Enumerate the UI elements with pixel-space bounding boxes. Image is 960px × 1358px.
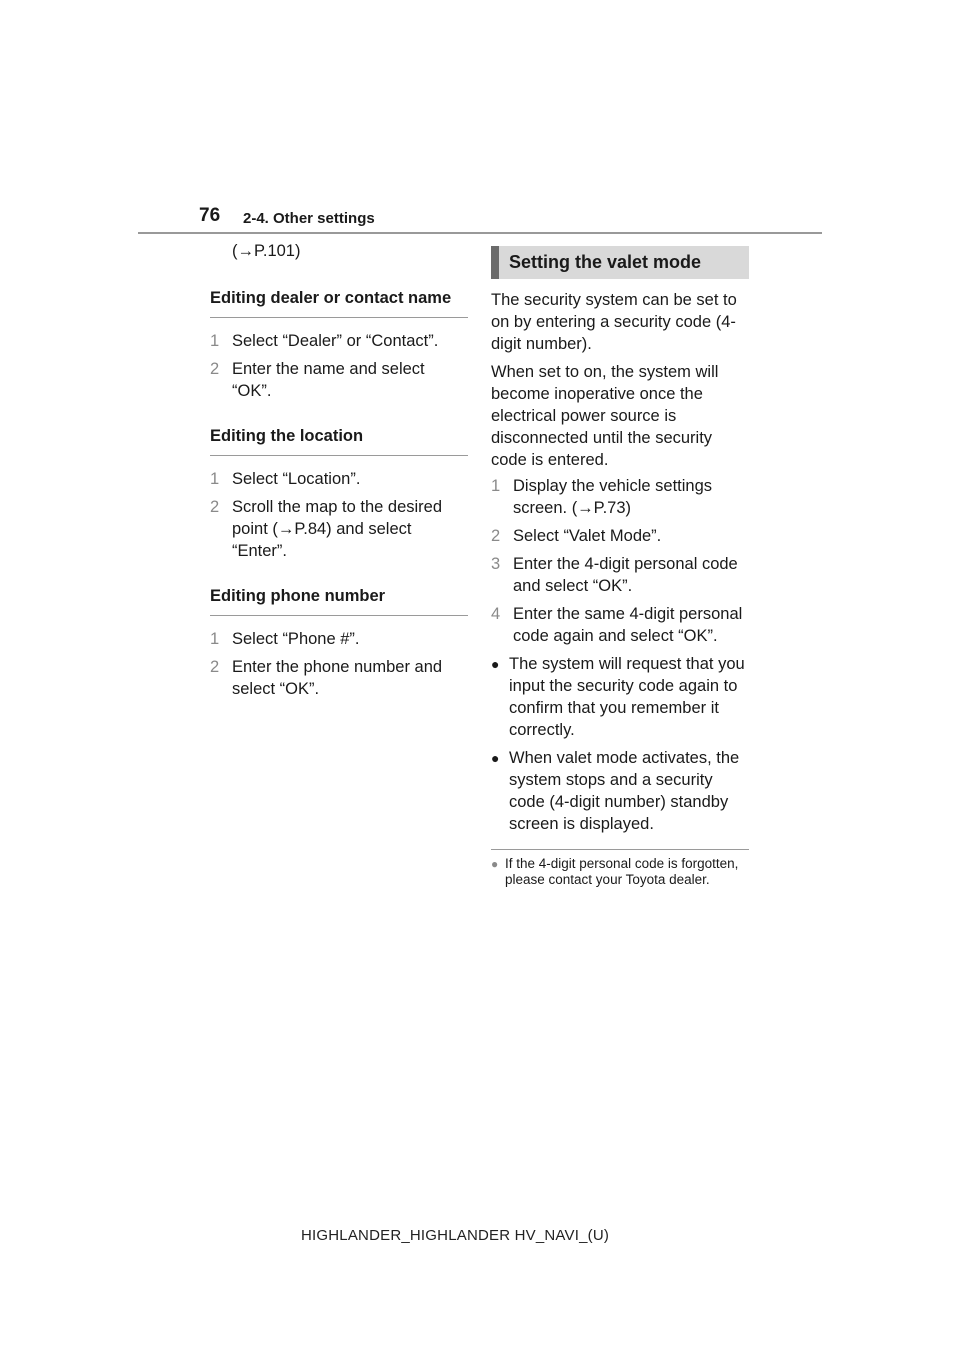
- valet-intro-paragraph: The security system can be set to on by entering a security code (4-digit number).: [491, 291, 737, 353]
- step-item: [210, 656, 468, 700]
- bullet-item: [491, 747, 749, 835]
- bullet-text: When valet mode activates, the system stops and a security code (4-digit number) standby screen is displayed.: [509, 749, 740, 833]
- step-text: Enter the name and select “OK”.: [232, 360, 425, 400]
- bullet-dot-icon: ●: [491, 656, 500, 672]
- heading-valet-mode: Setting the valet mode: [491, 246, 749, 279]
- step-item: [210, 330, 468, 352]
- bullet-text: The system will request that you input the security code again to confirm that you remember it correctly.: [509, 655, 745, 739]
- step-number: 1: [491, 477, 501, 495]
- footer-model-code: HIGHLANDER_HIGHLANDER HV_NAVI_(U): [301, 1227, 610, 1244]
- top-page-reference: (→P.101): [232, 242, 301, 260]
- right-column: [491, 246, 749, 888]
- step-text: Enter the 4-digit personal code and select “OK”.: [513, 555, 738, 595]
- bullet-item: [491, 653, 749, 741]
- step-text: Select “Phone #”.: [232, 630, 360, 648]
- note-text: If the 4-digit personal code is forgotten, please contact your Toyota dealer.: [505, 856, 739, 887]
- step-number: 1: [210, 470, 220, 488]
- note-item: [491, 856, 749, 888]
- step-text: Scroll the map to the desired point (→P.84) and select “Enter”.: [232, 498, 443, 560]
- step-text: Select “Valet Mode”.: [513, 527, 662, 545]
- step-number: 3: [491, 555, 501, 573]
- step-text: Select “Dealer” or “Contact”.: [232, 332, 439, 350]
- step-text: Enter the same 4-digit personal code again and select “OK”.: [513, 605, 743, 645]
- step-item: [491, 553, 749, 597]
- step-text: Select “Location”.: [232, 470, 361, 488]
- step-item: [210, 628, 468, 650]
- header-rule: [138, 232, 822, 234]
- step-number: 2: [491, 527, 501, 545]
- step-number: 4: [491, 605, 501, 623]
- step-number: 2: [210, 658, 220, 676]
- step-item: [491, 475, 749, 519]
- heading-editing-dealer: Editing dealer or contact name: [210, 284, 468, 318]
- left-column: [210, 240, 468, 706]
- step-number: 2: [210, 498, 220, 516]
- section-title: 2-4. Other settings: [243, 210, 375, 227]
- step-item: [210, 468, 468, 490]
- step-text: Enter the phone number and select “OK”.: [232, 658, 443, 698]
- step-item: [210, 358, 468, 402]
- step-item: [491, 525, 749, 547]
- note-dot-icon: ●: [491, 857, 499, 871]
- heading-editing-phone: Editing phone number: [210, 582, 468, 616]
- step-item: [210, 496, 468, 562]
- heading-editing-location: Editing the location: [210, 422, 468, 456]
- step-number: 1: [210, 332, 220, 350]
- note-divider: [491, 849, 749, 850]
- page-number: 76: [199, 205, 221, 226]
- step-item: [491, 603, 749, 647]
- step-number: 1: [210, 630, 220, 648]
- valet-detail-paragraph: When set to on, the system will become inoperative once the electrical power source is disconnected until the security code is entered.: [491, 363, 719, 469]
- step-text: Display the vehicle settings screen. (→P.73): [513, 477, 713, 517]
- step-number: 2: [210, 360, 220, 378]
- bullet-dot-icon: ●: [491, 750, 500, 766]
